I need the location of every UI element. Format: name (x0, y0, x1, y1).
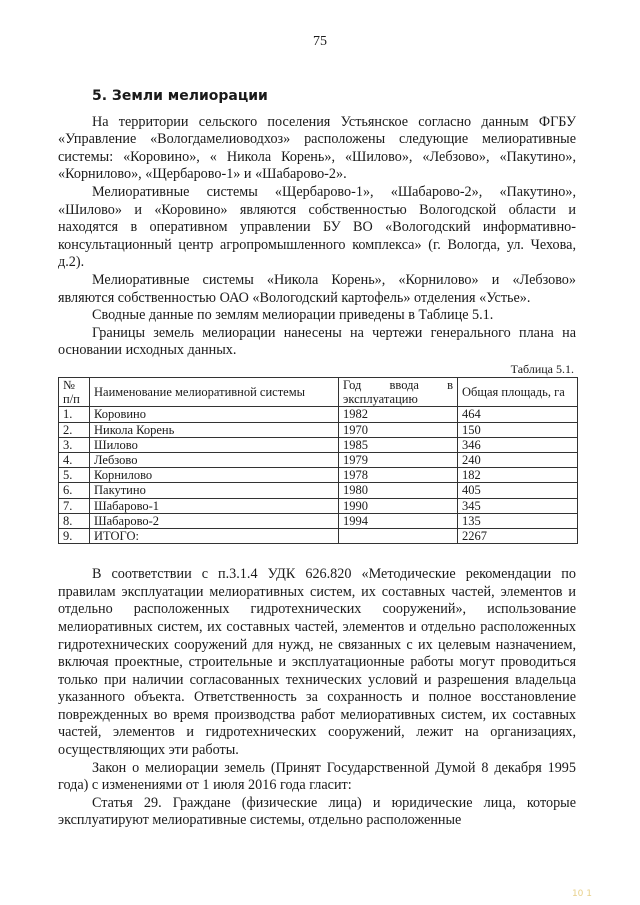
cell-area: 346 (458, 437, 578, 452)
corner-mark: 10 1 (571, 889, 592, 899)
cell-year: 1978 (339, 468, 458, 483)
cell-num: 2. (59, 422, 90, 437)
header-area: Общая площадь, га (458, 377, 578, 406)
table-body (59, 407, 578, 544)
cell-name: ИТОГО: (90, 528, 339, 543)
header-name: Наименование мелиоративной системы (90, 377, 339, 406)
cell-num: 4. (59, 452, 90, 467)
cell-area: 464 (458, 407, 578, 422)
cell-area: 240 (458, 452, 578, 467)
cell-num: 3. (59, 437, 90, 452)
table-row (59, 498, 578, 513)
cell-name: Коровино (90, 407, 339, 422)
table-header-row (59, 377, 578, 406)
header-num-line2: п/п (63, 392, 80, 407)
cell-year: 1994 (339, 513, 458, 528)
cell-year: 1980 (339, 483, 458, 498)
cell-name: Шабарово-1 (90, 498, 339, 513)
cell-name: Пакутино (90, 483, 339, 498)
cell-num: 6. (59, 483, 90, 498)
paragraph: Мелиоративные системы «Никола Корень», «Корнилово» и «Лебзово» являются собственностью ОАО «Вологодский картофель» отделения «Устье». (58, 271, 576, 306)
cell-num: 9. (59, 528, 90, 543)
cell-area: 405 (458, 483, 578, 498)
table-row (59, 437, 578, 452)
cell-name: Шилово (90, 437, 339, 452)
paragraph: Статья 29. Граждане (физические лица) и юридические лица, которые эксплуатируют мелиоративные системы, отдельно расположенные (58, 794, 576, 829)
cell-num: 5. (59, 468, 90, 483)
header-num (59, 377, 90, 406)
header-year-word2: ввода (389, 377, 419, 392)
paragraph: В соответствии с п.3.1.4 УДК 626.820 «Методические рекомендации по правилам эксплуатации мелиоративных систем, их составных частей, элементов и отдельно расположенных гидротехнических сооружений», использование мелиоративных систем, их составных частей, элементов и отдельно расположенных гидротехнических сооружений для нужд, не связанных с их целевым назначением, включая проектные, строительные и эксплуатационные работы могут проводиться только при наличии согласованных технических условий и разрешения владельца указанного объекта. Ответственность за сохранность и полное восстановление поврежденных во время производства работ мелиоративных систем, их составных частей, элементов и гидротехнических сооружений, лежит на организациях, осуществляющих эти работы. (58, 566, 576, 759)
table-row (59, 468, 578, 483)
paragraph: Границы земель мелиорации нанесены на чертежи генерального плана на основании исходных данных. (58, 324, 576, 359)
melioration-table (58, 377, 578, 544)
header-year-word1: Год (343, 377, 362, 392)
paragraph: Сводные данные по землям мелиорации приведены в Таблице 5.1. (92, 307, 494, 324)
cell-year: 1979 (339, 452, 458, 467)
table-row (59, 483, 578, 498)
cell-area: 150 (458, 422, 578, 437)
table-row (59, 528, 578, 543)
cell-year: 1990 (339, 498, 458, 513)
cell-year: 1970 (339, 422, 458, 437)
cell-name: Никола Корень (90, 422, 339, 437)
cell-area: 182 (458, 468, 578, 483)
paragraph: Мелиоративные системы «Щербарово-1», «Шабарово-2», «Пакутино», «Шилово» и «Коровино» являются собственностью Вологодской области и находятся в оперативном управлении БУ ВО «Вологодский информативно-консультационный центр агропромышленного комплекса» (г. Вологда, ул. Чехова, д.2). (58, 183, 576, 271)
cell-num: 7. (59, 498, 90, 513)
cell-name: Шабарово-2 (90, 513, 339, 528)
paragraph: На территории сельского поселения Устьянское согласно данным ФГБУ «Управление «Вологдамелиоводхоз» расположены следующие мелиоративные системы: «Коровино», « Никола Корень», «Шилово», «Лебзово», «Пакутино», «Корнилово», «Щербарово-1» и «Шабарово-2». (58, 113, 576, 183)
table-row (59, 407, 578, 422)
cell-num: 1. (59, 407, 90, 422)
header-year-line2: эксплуатацию (343, 392, 418, 407)
header-year (339, 377, 458, 406)
header-year-line1 (343, 378, 453, 392)
cell-year (339, 528, 458, 543)
cell-area: 345 (458, 498, 578, 513)
header-year-word3: в (447, 377, 453, 392)
table-caption: Таблица 5.1. (510, 361, 574, 376)
cell-name: Корнилово (90, 468, 339, 483)
page-number: 75 (313, 34, 327, 49)
cell-year: 1985 (339, 437, 458, 452)
cell-num: 8. (59, 513, 90, 528)
table-row (59, 452, 578, 467)
section-heading: 5. Земли мелиорации (92, 88, 268, 104)
paragraph: Закон о мелиорации земель (Принят Государственной Думой 8 декабря 1995 года) с изменениями от 1 июля 2016 года гласит: (58, 759, 576, 794)
cell-name: Лебзово (90, 452, 339, 467)
table-row (59, 513, 578, 528)
cell-area: 2267 (458, 528, 578, 543)
cell-year: 1982 (339, 407, 458, 422)
page-content (58, 88, 576, 830)
header-num-line1: № (63, 377, 75, 392)
cell-area: 135 (458, 513, 578, 528)
table-row (59, 422, 578, 437)
